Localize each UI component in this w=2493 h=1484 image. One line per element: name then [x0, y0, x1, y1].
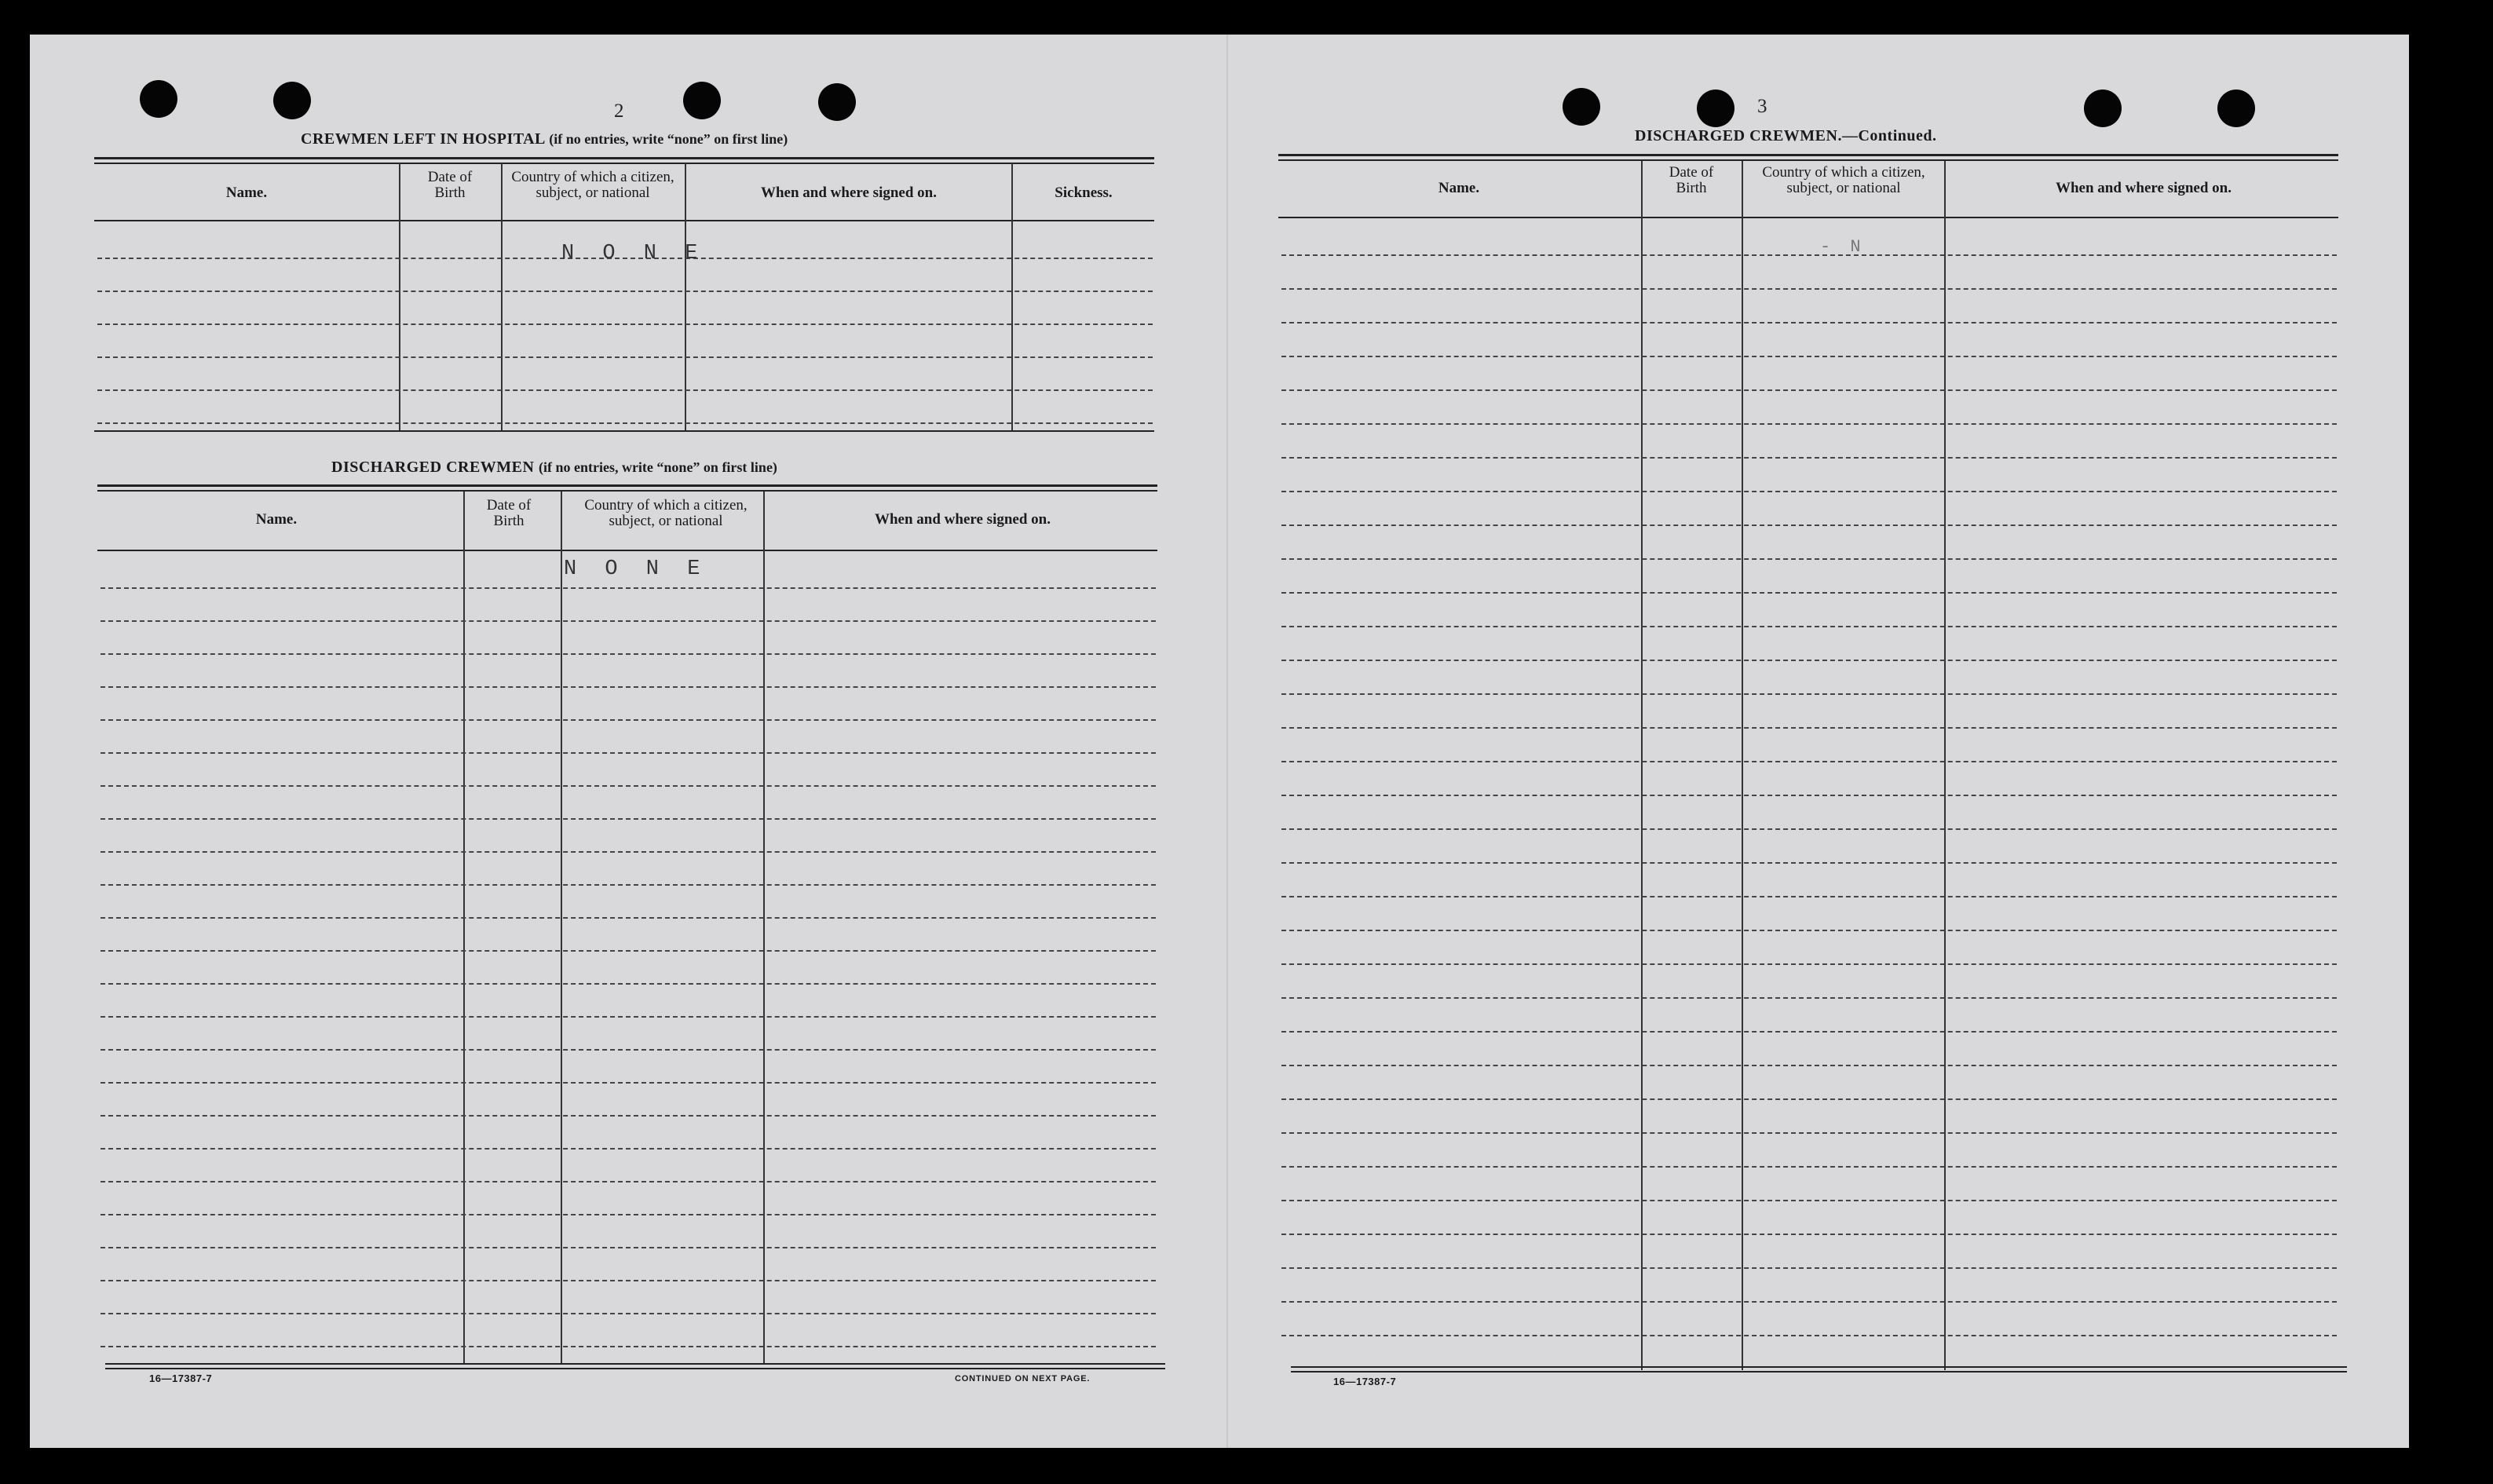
ruled-line	[1281, 626, 2337, 627]
hospital-col-name: Name.	[225, 185, 268, 201]
discharged-bottom-rule	[105, 1363, 1165, 1365]
ruled-line	[1281, 1166, 2337, 1168]
page-fold	[1226, 35, 1228, 1448]
ruled-line	[101, 752, 1156, 754]
discharged-col-divider	[463, 492, 465, 1363]
right-header-rule	[1278, 217, 2338, 218]
ruled-line	[1281, 389, 2337, 391]
discharged-col-country: Country of which a citizen, subject, or national	[584, 497, 748, 529]
right-bottom-rule	[1291, 1366, 2347, 1368]
punch-hole	[1697, 90, 1734, 127]
ruled-line	[1281, 288, 2337, 290]
right-col-name: Name.	[1438, 180, 1480, 196]
ruled-line	[101, 785, 1156, 787]
page-number: 3	[1757, 96, 1767, 117]
ruled-line	[101, 1313, 1156, 1314]
discharged-title: DISCHARGED CREWMEN	[331, 459, 535, 476]
ruled-line	[101, 1016, 1156, 1018]
right-col-dob: Date of Birth	[1669, 164, 1714, 196]
discharged-col-dob: Date of Birth	[486, 497, 532, 529]
ruled-line	[1281, 795, 2337, 796]
discharged-section-title	[331, 459, 777, 477]
ruled-line	[1281, 558, 2337, 560]
ruled-line	[101, 1280, 1156, 1281]
hospital-note: (if no entries, write “none” on first line)	[549, 131, 788, 147]
right-top-rule	[1278, 154, 2338, 156]
ruled-line	[1281, 1200, 2337, 1201]
hospital-col-dob: Date of Birth	[427, 169, 473, 201]
ruled-line	[1281, 862, 2337, 864]
discharged-top-rule-2	[97, 490, 1157, 492]
ruled-line	[101, 1346, 1156, 1347]
ruled-line	[1281, 1132, 2337, 1134]
ruled-line	[101, 1082, 1156, 1084]
ruled-line	[101, 950, 1156, 952]
hospital-col-country: Country of which a citizen, subject, or national	[511, 169, 674, 201]
hospital-title: CREWMEN LEFT IN HOSPITAL	[301, 130, 545, 148]
right-col-divider	[1742, 161, 1743, 1370]
right-col-divider	[1944, 161, 1946, 1370]
punch-hole	[2084, 90, 2122, 127]
ruled-line	[97, 389, 1153, 391]
ruled-line	[1281, 322, 2337, 323]
ruled-line	[97, 422, 1153, 424]
ruled-line	[101, 1148, 1156, 1150]
punch-hole	[2217, 90, 2255, 127]
ruled-line	[101, 686, 1156, 688]
continued-note: CONTINUED ON NEXT PAGE.	[955, 1374, 1091, 1383]
ruled-line	[101, 1247, 1156, 1248]
ruled-line	[1281, 761, 2337, 762]
right-col-country: Country of which a citizen, subject, or national	[1762, 164, 1925, 196]
discharged-col-name: Name.	[255, 511, 298, 528]
discharged-note: (if no entries, write “none” on first line)	[538, 459, 777, 475]
ruled-line	[101, 1049, 1156, 1051]
right-col-divider	[1641, 161, 1643, 1370]
ruled-line	[1281, 1031, 2337, 1033]
ruled-line	[1281, 997, 2337, 999]
ruled-line	[1281, 525, 2337, 526]
form-sheet	[30, 35, 2409, 1448]
ruled-line	[1281, 1301, 2337, 1303]
ruled-line	[101, 719, 1156, 721]
ruled-line	[1281, 727, 2337, 729]
ruled-line	[101, 653, 1156, 655]
ruled-line	[101, 1115, 1156, 1117]
punch-hole	[683, 82, 721, 119]
discharged-col-divider	[763, 492, 765, 1363]
ruled-line	[1281, 1234, 2337, 1235]
ruled-line	[101, 818, 1156, 820]
ruled-line	[97, 356, 1153, 358]
punch-hole	[1563, 88, 1600, 126]
ruled-line	[1281, 1065, 2337, 1066]
hospital-top-rule-2	[94, 163, 1154, 164]
right-section-title: DISCHARGED CREWMEN.—Continued.	[1635, 127, 1937, 144]
discharged-bottom-rule-2	[105, 1368, 1165, 1369]
form-code: 16—17387-7	[149, 1373, 213, 1384]
ruled-line	[97, 323, 1153, 325]
discharged-top-rule	[97, 484, 1157, 487]
ruled-line	[101, 587, 1156, 589]
hospital-bottom-rule	[94, 430, 1154, 432]
ruled-line	[1281, 963, 2337, 965]
form-code: 16—17387-7	[1333, 1376, 1397, 1387]
right-col-signed: When and where signed on.	[2055, 180, 2232, 196]
punch-hole	[818, 83, 856, 121]
hospital-section-title	[301, 130, 788, 148]
ruled-line	[101, 1181, 1156, 1182]
ruled-line	[1281, 423, 2337, 425]
ruled-line	[1281, 1098, 2337, 1100]
ruled-line	[1281, 1335, 2337, 1336]
ruled-line	[101, 1214, 1156, 1215]
ruled-line	[101, 884, 1156, 886]
right-top-rule-2	[1278, 159, 2338, 161]
ruled-line	[1281, 592, 2337, 594]
ruled-line	[97, 291, 1153, 292]
discharged-col-divider	[561, 492, 562, 1363]
ruled-line	[101, 851, 1156, 853]
hospital-col-signed: When and where signed on.	[760, 185, 937, 201]
hospital-col-sickness: Sickness.	[1055, 185, 1113, 201]
hospital-header-rule	[94, 220, 1154, 221]
ruled-line	[1281, 1267, 2337, 1269]
discharged-col-signed: When and where signed on.	[874, 511, 1051, 528]
ruled-line	[101, 620, 1156, 622]
right-entry-mark: - N	[1820, 237, 1866, 257]
ruled-line	[1281, 660, 2337, 661]
ruled-line	[101, 917, 1156, 919]
ruled-line	[1281, 930, 2337, 931]
ruled-line	[1281, 896, 2337, 897]
ruled-line	[1281, 491, 2337, 492]
ruled-line	[1281, 356, 2337, 357]
punch-hole	[140, 80, 177, 118]
discharged-entry-none: N O N E	[564, 557, 708, 581]
ruled-line	[1281, 828, 2337, 830]
ruled-line	[1281, 693, 2337, 695]
ruled-line	[1281, 254, 2337, 256]
hospital-top-rule	[94, 157, 1154, 159]
page-number: 2	[614, 101, 624, 122]
right-bottom-rule-2	[1291, 1371, 2347, 1373]
punch-hole	[273, 82, 311, 119]
hospital-entry-none: N O N E	[561, 242, 706, 265]
discharged-header-rule	[97, 550, 1157, 551]
ruled-line	[101, 983, 1156, 985]
ruled-line	[1281, 457, 2337, 459]
